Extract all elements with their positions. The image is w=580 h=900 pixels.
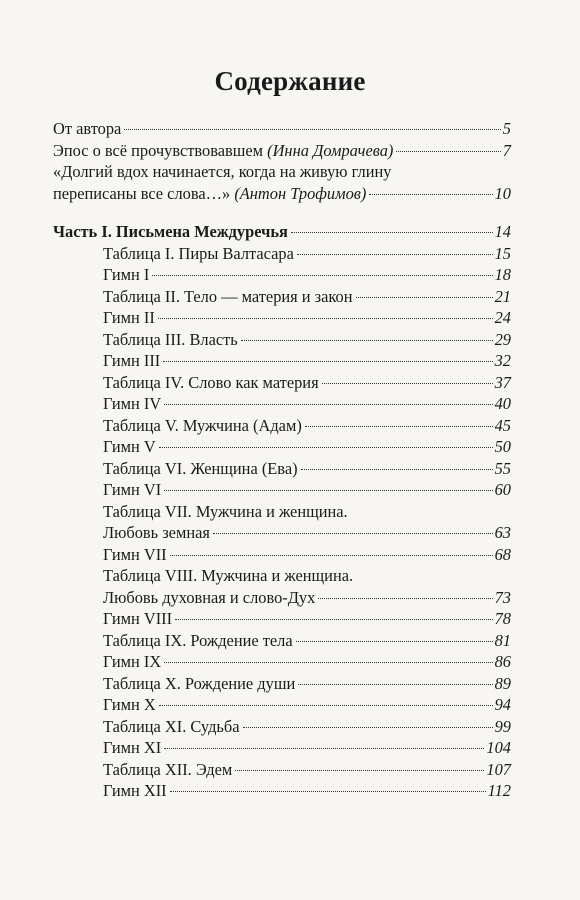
toc-entry <box>103 630 511 652</box>
toc-page-number: 32 <box>494 351 511 370</box>
dot-leader <box>164 404 492 405</box>
toc-entry <box>103 694 511 716</box>
toc-entry-label: Гимн VIII <box>103 609 173 628</box>
dot-leader <box>159 705 493 706</box>
toc-entry <box>103 415 511 437</box>
dot-leader <box>297 254 493 255</box>
toc-page-number: 15 <box>494 243 511 263</box>
toc-page-number: 104 <box>486 738 511 757</box>
toc-page-number: 78 <box>494 609 511 628</box>
toc-page-number: 81 <box>494 630 511 650</box>
toc-entry-epos <box>53 140 511 162</box>
toc-entry-label: Гимн XII <box>103 781 167 800</box>
toc-page-number: 21 <box>494 286 511 306</box>
toc-page-number: 10 <box>494 183 511 203</box>
toc-entry-author: (Антон Трофимов) <box>234 183 367 203</box>
toc-entry-label: Гимн VI <box>103 480 162 499</box>
toc-entry <box>103 264 511 286</box>
dot-leader <box>170 555 493 556</box>
toc-page-number: 73 <box>494 587 511 607</box>
toc-page-number: 55 <box>494 458 511 478</box>
dot-leader <box>369 194 492 195</box>
toc-entry-label: Таблица IX. Рождение тела <box>103 630 293 650</box>
dot-leader <box>213 533 493 534</box>
dot-leader <box>241 340 493 341</box>
toc-entry <box>103 329 511 351</box>
dot-leader <box>322 383 493 384</box>
toc-entry-label <box>53 183 366 205</box>
toc-entry-author-note <box>53 118 511 140</box>
toc-entry-label <box>53 140 393 162</box>
toc-entry-label: Любовь земная <box>103 523 210 542</box>
toc-entry-table7-line1: Таблица VII. Мужчина и женщина. <box>103 501 348 521</box>
toc-page-number: 86 <box>494 652 511 671</box>
toc-entry-label: Таблица VI. Женщина (Ева) <box>103 458 298 478</box>
toc-entry-label: Гимн V <box>103 437 156 456</box>
dot-leader <box>305 426 493 427</box>
toc-entry-quote <box>53 183 511 205</box>
toc-entry <box>103 716 511 738</box>
table-of-contents <box>53 118 511 802</box>
toc-entry-label: Таблица I. Пиры Валтасара <box>103 243 294 263</box>
toc-entry <box>103 479 511 501</box>
toc-entry-table8-line1: Таблица VIII. Мужчина и женщина. <box>103 566 354 585</box>
toc-entry-label: Таблица XI. Судьба <box>103 716 240 736</box>
page-title: Содержание <box>214 66 366 96</box>
toc-page-number: 18 <box>494 265 511 284</box>
dot-leader <box>152 275 492 276</box>
toc-entry-label: Таблица IV. Слово как материя <box>103 372 319 392</box>
toc-entries-group-a <box>53 243 511 501</box>
toc-entry-label: Таблица II. Тело — материя и закон <box>103 286 353 306</box>
toc-entry <box>103 458 511 480</box>
section-gap <box>53 204 511 221</box>
toc-entry-label: Гимн II <box>103 308 155 327</box>
dot-leader <box>243 727 493 728</box>
toc-entry <box>103 673 511 695</box>
dot-leader <box>356 297 493 298</box>
toc-page-number: 14 <box>494 222 511 241</box>
toc-entry-table7 <box>103 522 511 544</box>
dot-leader <box>164 748 484 749</box>
toc-entry <box>103 759 511 781</box>
toc-page-number: 107 <box>486 759 511 779</box>
dot-leader <box>164 662 492 663</box>
toc-page-number: 63 <box>494 523 511 542</box>
toc-page-number: 50 <box>494 437 511 456</box>
toc-entry-hymn7 <box>103 544 511 566</box>
dot-leader <box>158 318 493 319</box>
toc-entry <box>103 737 511 759</box>
toc-entry <box>103 286 511 308</box>
toc-entry-label: Гимн X <box>103 695 156 714</box>
toc-entry <box>103 436 511 458</box>
dot-leader <box>301 469 493 470</box>
dot-leader <box>235 770 484 771</box>
dot-leader <box>318 598 492 599</box>
dot-leader <box>296 641 493 642</box>
toc-entry-label: Гимн IX <box>103 652 162 671</box>
toc-page-number: 60 <box>494 480 511 499</box>
toc-page-number: 40 <box>494 394 511 413</box>
toc-entry <box>103 608 511 630</box>
toc-entry-table8 <box>103 587 511 609</box>
dot-leader <box>396 151 500 152</box>
dot-leader <box>298 684 492 685</box>
toc-page-number: 24 <box>494 308 511 327</box>
toc-page-number: 37 <box>494 372 511 392</box>
toc-part-heading <box>53 221 511 243</box>
toc-entry <box>103 243 511 265</box>
toc-entry-label: Таблица V. Мужчина (Адам) <box>103 415 302 435</box>
toc-entry <box>103 780 511 802</box>
dot-leader <box>170 791 486 792</box>
dot-leader <box>164 490 492 491</box>
toc-entry-quote-line1: «Долгий вдох начинается, когда на живую глину <box>53 162 392 181</box>
dot-leader <box>159 447 493 448</box>
toc-entry-label: Гимн I <box>103 265 150 284</box>
toc-page-number: 5 <box>502 119 511 138</box>
toc-entry-label: Гимн IV <box>103 394 162 413</box>
toc-page-number: 112 <box>487 781 511 800</box>
toc-entry-label: Часть I. Письмена Междуречья <box>53 222 288 241</box>
toc-page-number: 7 <box>502 140 511 160</box>
toc-entry-label: Гимн XI <box>103 738 162 757</box>
dot-leader <box>124 129 500 130</box>
toc-entry-label: Гимн III <box>103 351 161 370</box>
toc-page-number: 89 <box>494 673 511 693</box>
toc-entry-label: Гимн VII <box>103 544 167 564</box>
toc-page-number: 94 <box>494 695 511 714</box>
toc-entry <box>103 307 511 329</box>
toc-entry <box>103 651 511 673</box>
toc-entry <box>103 372 511 394</box>
toc-entry-title: переписаны все слова…» <box>53 183 235 203</box>
toc-page-number: 68 <box>494 544 511 564</box>
toc-entry-label: Таблица X. Рождение души <box>103 673 296 693</box>
dot-leader <box>163 361 492 362</box>
dot-leader <box>175 619 493 620</box>
toc-entry-title: Эпос о всё прочувствовавшем <box>53 140 268 160</box>
toc-entry-label: Таблица XII. Эдем <box>103 759 233 779</box>
toc-entry <box>103 393 511 415</box>
toc-page-number: 29 <box>494 329 511 349</box>
dot-leader <box>291 232 493 233</box>
toc-page-number: 99 <box>494 716 511 736</box>
toc-entry <box>103 350 511 372</box>
toc-entry-label: От автора <box>53 119 122 138</box>
toc-page-number: 45 <box>494 415 511 435</box>
toc-entries-group-b <box>53 608 511 802</box>
toc-entry-label: Любовь духовная и слово-Дух <box>103 587 316 607</box>
toc-entry-author: (Инна Домрачева) <box>267 140 394 160</box>
toc-entry-label: Таблица III. Власть <box>103 329 238 349</box>
